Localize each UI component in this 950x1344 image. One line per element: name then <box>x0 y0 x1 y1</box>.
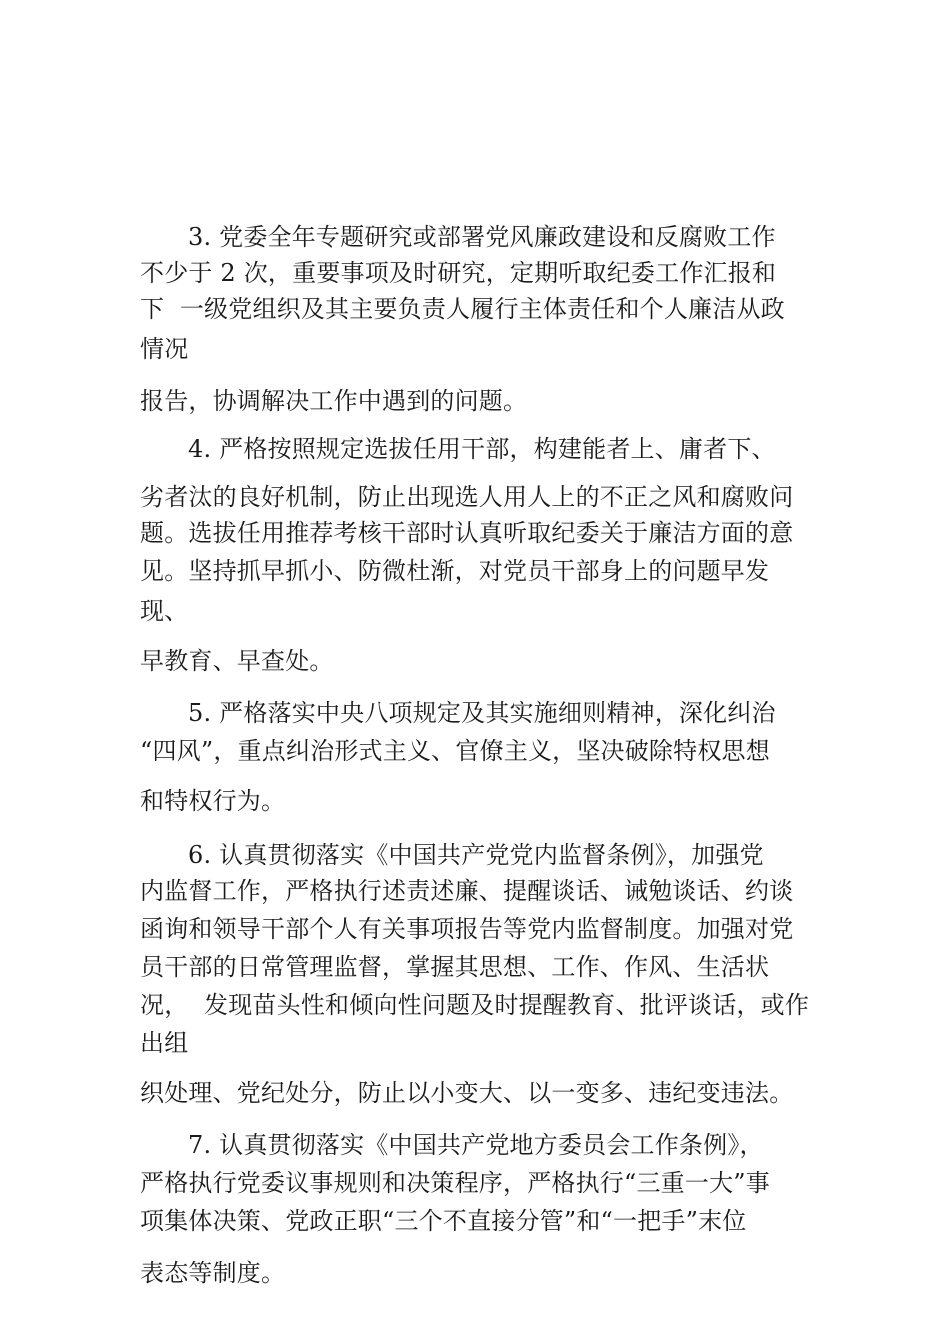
text-line: 不少于 2 次，重要事项及时研究，定期听取纪委工作汇报和 <box>140 259 777 287</box>
text-line: 员干部的日常管理监督，掌握其思想、工作、作风、生活状 <box>140 953 770 981</box>
text-line: 5. 严格落实中央八项规定及其实施细则精神，深化纠治 <box>188 699 776 727</box>
text-line: 报告，协调解决工作中遇到的问题。 <box>140 387 528 415</box>
text-line: 现、 <box>140 597 189 625</box>
text-line: 劣者汰的良好机制，防止出现选人用人上的不正之风和腐败问 <box>140 483 794 511</box>
text-line: 表态等制度。 <box>140 1259 286 1287</box>
text-line: 见。坚持抓早抓小、防微杜渐，对党员干部身上的问题早发 <box>140 557 770 585</box>
text-line: 内监督工作，严格执行述责述廉、提醒谈话、诫勉谈话、约谈 <box>140 877 794 905</box>
text-line: 和特权行为。 <box>140 787 286 815</box>
text-line: 早教育、早查处。 <box>140 647 334 675</box>
text-line: 情况 <box>140 335 189 363</box>
text-line: 4. 严格按照规定选拔任用干部，构建能者上、庸者下、 <box>188 435 776 463</box>
text-line: 出组 <box>140 1029 189 1057</box>
text-line: 严格执行党委议事规则和决策程序，严格执行“三重一大”事 <box>140 1169 770 1197</box>
text-line: 项集体决策、党政正职“三个不直接分管”和“一把手”末位 <box>140 1207 747 1235</box>
text-line: 下 一级党组织及其主要负责人履行主体责任和个人廉洁从政 <box>140 295 785 323</box>
text-line: 7. 认真贯彻落实《中国共产党地方委员会工作条例》， <box>188 1131 764 1159</box>
text-line: 3. 党委全年专题研究或部署党风廉政建设和反腐败工作 <box>188 223 776 251</box>
text-line: 况， 发现苗头性和倾向性问题及时提醒教育、批评谈话，或作 <box>140 991 810 1019</box>
text-line: 织处理、党纪处分，防止以小变大、以一变多、违纪变违法。 <box>140 1079 794 1107</box>
text-line: “四风”，重点纠治形式主义、官僚主义，坚决破除特权思想 <box>140 737 770 765</box>
text-line: 函询和领导干部个人有关事项报告等党内监督制度。加强对党 <box>140 915 794 943</box>
text-line: 6. 认真贯彻落实《中国共产党党内监督条例》，加强党 <box>188 841 764 869</box>
text-line: 题。选拔任用推荐考核干部时认真听取纪委关于廉洁方面的意 <box>140 519 794 547</box>
